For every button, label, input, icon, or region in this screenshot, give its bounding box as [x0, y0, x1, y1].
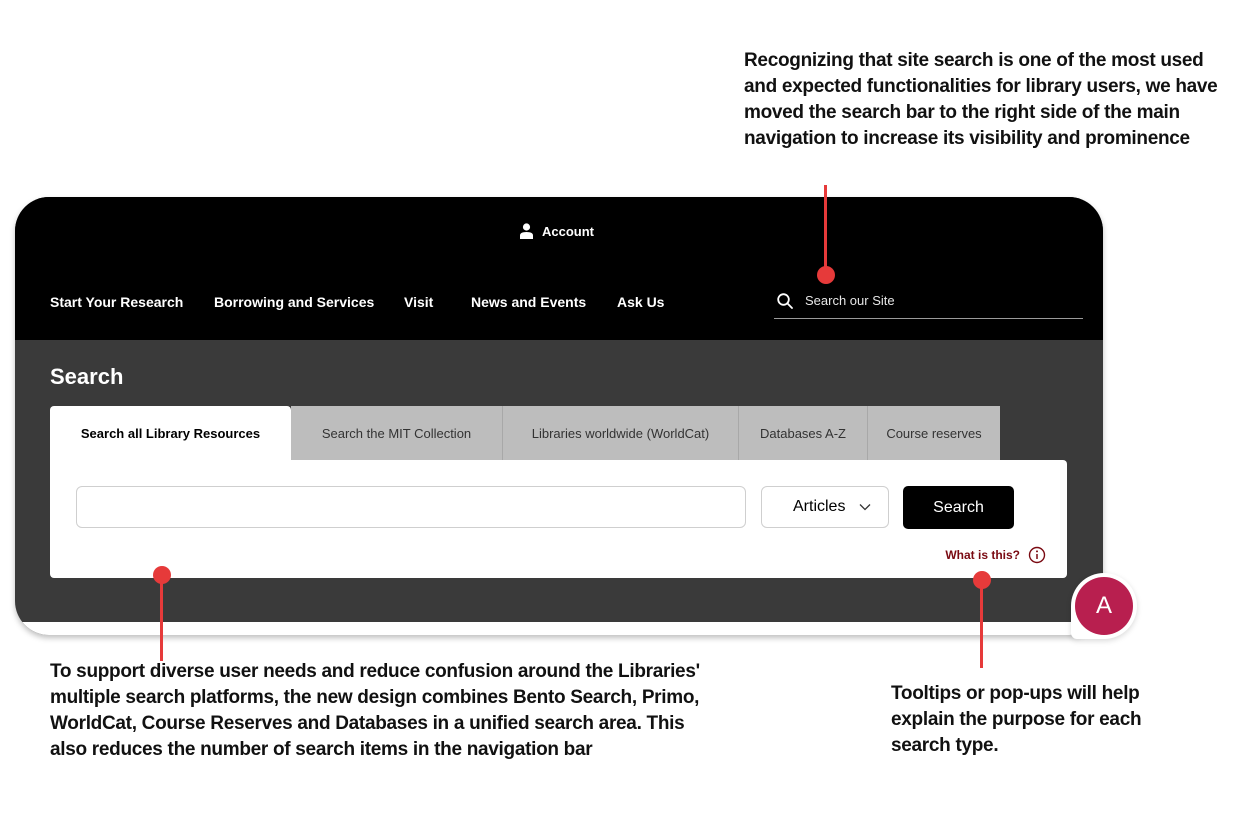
nav-item-visit[interactable]: Visit [404, 294, 434, 310]
tab-search-all-library-resources[interactable]: Search all Library Resources [50, 406, 291, 460]
tab-libraries-worldwide[interactable]: Libraries worldwide (WorldCat) [502, 406, 738, 460]
annotation-tooltips: Tooltips or pop-ups will help explain the purpose for each search type. [891, 683, 1142, 756]
pin-line-site-search [824, 185, 827, 275]
chevron-down-icon [859, 503, 871, 511]
user-icon [520, 223, 533, 239]
avatar: A [1075, 577, 1133, 635]
info-icon[interactable] [1028, 546, 1046, 564]
site-search-input[interactable] [805, 293, 1065, 308]
site-header [15, 197, 1103, 340]
nav-item-ask-us[interactable]: Ask Us [617, 294, 665, 310]
search-type-select[interactable] [761, 486, 889, 528]
annotation-unified-search: To support diverse user needs and reduce confusion around the Libraries' multiple search platforms, the new design combines Bento Search, Primo, WorldCat, Course Reserves and Databases in a unified search area. This also reduces the number of search items in the navigation bar [50, 661, 700, 760]
frame-bottom-strip [15, 622, 1103, 635]
search-panel [50, 460, 1067, 578]
account-link[interactable] [520, 223, 594, 239]
search-button[interactable]: Search [903, 486, 1014, 529]
account-label: Account [542, 223, 594, 239]
nav-item-start-your-research[interactable]: Start Your Research [50, 294, 184, 310]
what-is-this-label: What is this? [945, 548, 1020, 562]
tab-course-reserves[interactable]: Course reserves [867, 406, 1000, 460]
tab-search-mit-collection[interactable]: Search the MIT Collection [291, 406, 502, 460]
site-mockup [15, 197, 1103, 635]
search-section-title: Search [50, 364, 124, 389]
pin-dot-tooltips [973, 571, 991, 589]
library-search-input[interactable] [76, 486, 746, 528]
what-is-this-link[interactable] [945, 546, 1046, 564]
annotation-site-search: Recognizing that site search is one of the most used and expected functionalities for library users, we have moved the search bar to the right side of the main navigation to increase its visibility and prominence [744, 50, 1218, 149]
site-search-bar [774, 283, 1083, 319]
search-icon [777, 293, 793, 309]
tab-databases-a-z[interactable]: Databases A-Z [738, 406, 867, 460]
pin-dot-site-search [817, 266, 835, 284]
nav-item-borrowing-and-services[interactable]: Borrowing and Services [214, 294, 375, 310]
search-type-value: Articles [793, 498, 846, 515]
nav-item-news-and-events[interactable]: News and Events [471, 294, 587, 310]
pin-dot-unified-search [153, 566, 171, 584]
pin-line-tooltips [980, 580, 983, 668]
pin-line-unified-search [160, 575, 163, 661]
user-avatar-bubble[interactable] [1071, 573, 1137, 639]
